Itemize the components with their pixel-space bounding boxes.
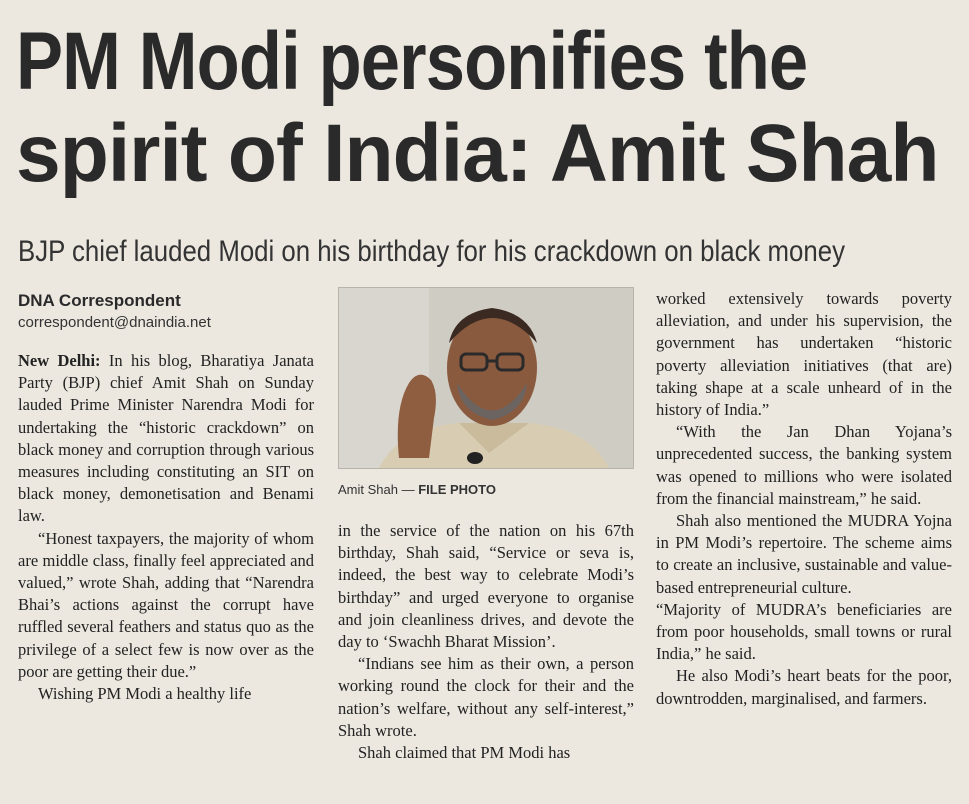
paragraph: worked extensively towards poverty alleviation, and under his supervision, the government has undertaken “historic poverty alleviation initiatives (that are) taking shape at a scale unheard of in the history of India.”: [656, 289, 952, 420]
paragraph: Shah also mentioned the MUDRA Yojna in PM Modi’s repertoire. The scheme aims to create an inclusive, sustainable and value-based entrepreneurial culture.: [656, 511, 952, 597]
photo-amit-shah: [338, 287, 634, 469]
paragraph: “With the Jan Dhan Yojana’s unprecedented success, the banking system was opened to millions who were isolated from the financial mainstream,” he said.: [656, 422, 952, 508]
paragraph: “Honest taxpayers, the majority of whom are middle class, finally feel appreciated and valued,” wrote Shah, adding that “Narendra Bhai’s actions against the corrupt have ruffled several feathers and status quo as the privilege of a select few is now over as the poor are getting their due.”: [18, 528, 314, 681]
paragraph: “Majority of MUDRA’s beneficiaries are from poor households, small towns or rural India,” he said.: [656, 599, 952, 664]
photo-caption: [338, 481, 638, 499]
paragraph: Wishing PM Modi a healthy life: [38, 684, 252, 704]
caption-credit: FILE PHOTO: [418, 482, 496, 497]
dateline: New Delhi:: [18, 351, 101, 370]
paragraph-text: In his blog, Bharatiya Janata Party (BJP) chief Amit Shah on Sunday lauded Prime Minister Narendra Modi for undertaking the “historic crackdown” on black money and corruption through various measures including constituting an SIT on black money, demonetisation and Benami law.: [18, 351, 315, 526]
subheadline: BJP chief lauded Modi on his birthday for his crackdown on black money: [18, 235, 846, 268]
article-column-1: [18, 350, 314, 705]
portrait-illustration: [339, 288, 633, 468]
paragraph: Shah claimed that PM Modi has: [358, 743, 571, 763]
headline-line-1: PM Modi personifies the: [16, 16, 808, 107]
article-column-3: [656, 288, 952, 710]
paragraph: “Indians see him as their own, a person working round the clock for their and the nation’s welfare, without any self-interest,” Shah wrote.: [338, 654, 634, 740]
paragraph: [18, 350, 314, 528]
article-column-2: [338, 520, 634, 764]
paragraph: He also Modi’s heart beats for the poor, downtrodden, marginalised, and farmers.: [656, 666, 952, 708]
byline-email: correspondent@dnaindia.net: [18, 314, 211, 331]
paragraph: in the service of the nation on his 67th birthday, Shah said, “Service or seva is, indeed, the best way to celebrate Modi’s birthday” and urged everyone to organise and join cleanliness drives, and devote the day to ‘Swachh Bharat Mission’.: [338, 521, 634, 652]
headline-line-2: spirit of India: Amit Shah: [16, 108, 939, 199]
byline: [18, 290, 318, 334]
headline: [16, 16, 956, 200]
caption-name: Amit Shah —: [338, 482, 419, 497]
byline-author: DNA Correspondent: [18, 291, 181, 310]
